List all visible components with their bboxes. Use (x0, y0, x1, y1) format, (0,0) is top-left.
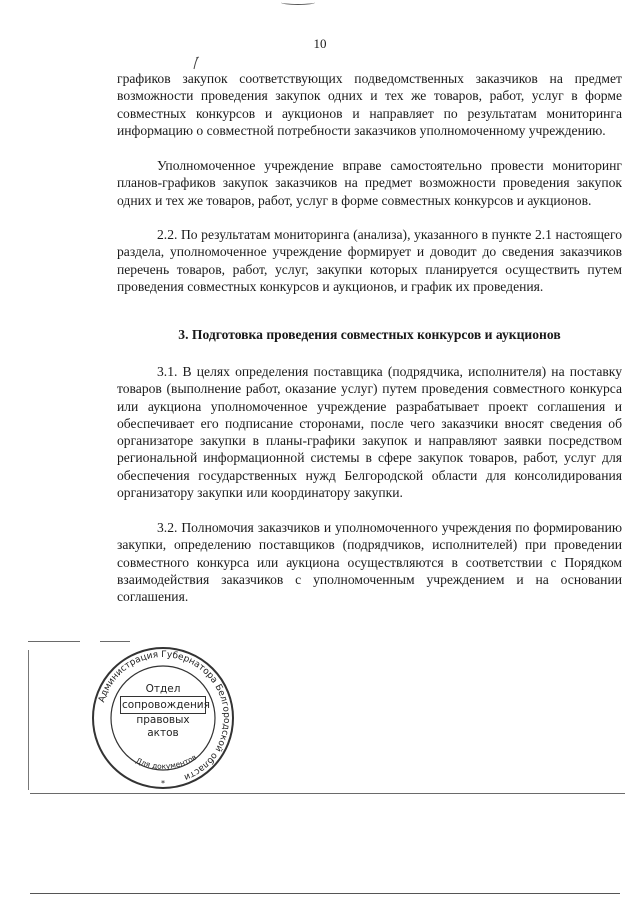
paragraph-3-1 (117, 363, 622, 501)
scan-edge-line (28, 650, 29, 790)
paragraph-text: графиков закупок соответствующих подведомственных заказчиков на предмет возможности проведения закупок одних и тех же товаров, работ, услуг в форме совместных конкурсов и аукционов и направляет по результатам мониторинга информацию о совместной потребности заказчиков уполномоченному учреждению. (117, 71, 622, 138)
stamp-line: сопровождения (120, 696, 206, 715)
stamp-line: актов (147, 726, 179, 739)
section-heading: 3. Подготовка проведения совместных конкурсов и аукционов (178, 327, 561, 342)
stamp-star: * (161, 779, 165, 788)
paragraph-text: 3.1. В целях определения поставщика (подрядчика, исполнителя) на поставку товаров (выполнение работ, оказание услуг) путем проведения совместного конкурса или аукциона уполномоченное учреждение разрабатывает проект соглашения и обеспечивает его подписание сторонами, после чего заказчики вносят сведения об организаторе закупки в планы-графики закупок и направляют заявки посредством региональной информационной системы в сфере закупок товаров, работ, услуг для обеспечения государственных нужд Белгородской области для консолидирования организатору закупки или координатору закупки. (117, 364, 622, 501)
paragraph-text: Уполномоченное учреждение вправе самостоятельно провести мониторинг планов-графиков закупок заказчиков на предмет возможности проведения закупок одних и тех же товаров, работ, услуг в форме совместных конкурсов и аукционов. (117, 158, 622, 208)
paragraph-3-2 (117, 519, 622, 605)
stamp-ring-text: Администрация Губернатора Белгородской области (97, 649, 232, 782)
paragraph-text: 3.2. Полномочия заказчиков и уполномоченного учреждения по формированию закупки, определению поставщиков (подрядчиков, исполнителей) при проведении совместного конкурса или аукциона осуществляются в соответствии с Порядком взаимодействия заказчиков с уполномоченным учреждением и на основании соглашения. (117, 520, 622, 605)
stamp-line: Отдел (145, 683, 181, 695)
stamp-bottom-text: Для документов (134, 752, 199, 771)
paragraph-text: 2.2. По результатам мониторинга (анализа), указанного в пункте 2.1 настоящего раздела, уполномоченное учреждение формирует и доводит до сведения заказчиков перечень товаров, работ, услуг, закупки которых планируется осуществить путем проведения совместных конкурсов и аукционов, и график их проведения. (117, 227, 622, 294)
handwritten-mark (192, 56, 200, 70)
paragraph-2-2 (117, 226, 622, 295)
page-number: 10 (313, 36, 327, 51)
top-edge-mark (281, 0, 315, 5)
scan-dash-line (28, 641, 80, 642)
scan-baseline (30, 793, 625, 794)
office-stamp (88, 643, 238, 793)
scan-bottom-line (30, 893, 620, 894)
paragraph-monitoring-right (117, 157, 622, 209)
stamp-inner-text (120, 683, 210, 739)
scan-dash-line (100, 641, 130, 642)
paragraph-continuation (117, 70, 622, 139)
stamp-line: правовых (136, 714, 190, 726)
